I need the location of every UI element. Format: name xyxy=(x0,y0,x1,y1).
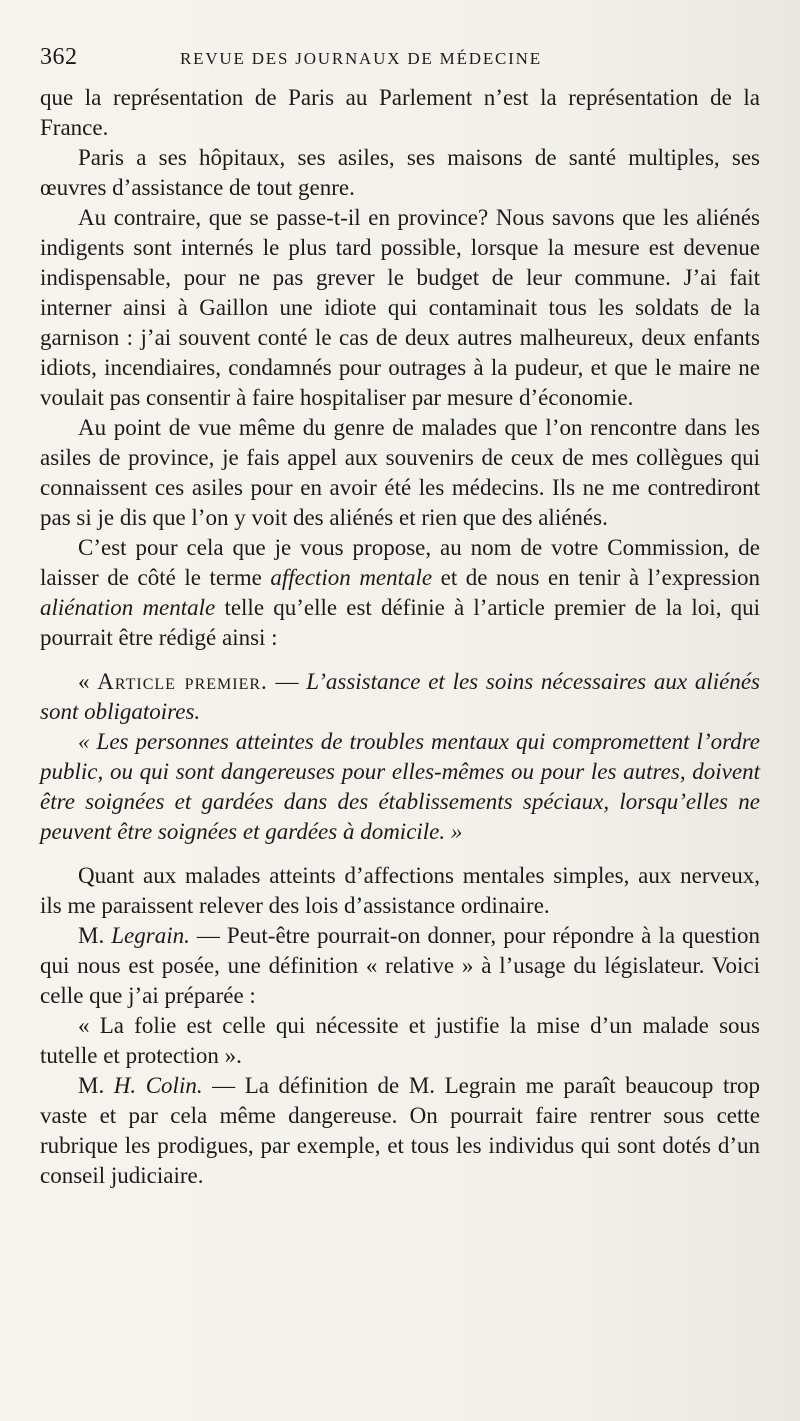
speaker-name: H. Colin. xyxy=(113,1073,203,1098)
paragraph-text: — La définition de M. Legrain me paraît beaucoup trop vaste et par cela même dangereuse. On pourrait faire rentrer sous cette rubrique les prodigues, par exemple, et tous les individus qui sont dotés d’un conseil judiciaire. xyxy=(40,1073,761,1188)
paragraph: « La folie est celle qui nécessite et justifie la mise d’un malade sous tutelle et protection ». xyxy=(40,1013,760,1068)
emphasis: aliénation mentale xyxy=(40,595,216,620)
paragraph: Au point de vue même du genre de malades que l’on rencontre dans les asiles de province, je fais appel aux souvenirs de ceux de mes collègues qui connaissent ces asiles pour en avoir été les médecins. Ils ne me contrediront pas si je dis que l’on y voit des aliénés et rien que des aliénés. xyxy=(40,415,760,530)
paragraph xyxy=(40,533,760,653)
paragraph-text: — Peut-être pourrait-on donner, pour répondre à la question qui nous est posée, une définition « relative » à l’usage du législateur. Voici celle que j’ai préparée : xyxy=(40,923,761,1008)
law-article xyxy=(40,667,760,727)
law-article: « Les personnes atteintes de troubles mentaux qui compromettent l’ordre public, ou qui sont dangereuses pour elles-mêmes ou pour les autres, doivent être soignées et gardées dans des établissements spéciaux, lorsqu’elles ne peuvent être soignées et gardées à domicile. » xyxy=(40,729,760,844)
speaker-prefix: M. xyxy=(78,923,112,948)
page-number: 362 xyxy=(40,44,78,70)
paragraph: Paris a ses hôpitaux, ses asiles, ses maisons de santé multiples, ses œuvres d’assistance de tout genre. xyxy=(40,145,760,200)
speaker-prefix: M. xyxy=(78,1073,114,1098)
paragraph: Quant aux malades atteints d’affections mentales simples, aux nerveux, ils me paraissent relever des lois d’assistance ordinaire. xyxy=(40,863,760,918)
paragraph-text: C’est pour cela que je vous propose, au nom de votre Commission, de laisser de côté le terme xyxy=(40,535,760,590)
paragraph-text: et de nous en tenir à l’expression xyxy=(432,565,760,590)
quote-mark: « xyxy=(78,669,98,694)
spacer xyxy=(40,653,760,667)
article-text: L’assistance et les soins nécessaires aux aliénés sont obligatoires. xyxy=(40,669,760,724)
dash: — xyxy=(267,669,307,694)
paragraph-text: telle qu’elle est définie à l’article premier de la loi, qui pourrait être rédigé ainsi : xyxy=(40,595,761,650)
article-label: Article premier. xyxy=(97,669,268,694)
body-text xyxy=(40,83,760,1191)
paragraph xyxy=(40,921,760,1011)
spacer xyxy=(40,847,760,861)
journal-title: REVUE DES JOURNAUX DE MÉDECINE xyxy=(180,49,542,68)
running-head xyxy=(40,44,760,74)
paragraph: Au contraire, que se passe-t-il en province? Nous savons que les aliénés indigents sont internés le plus tard possible, lorsque la mesure est devenue indispensable, pour ne pas grever le budget de leur commune. J’ai fait interner ainsi à Gaillon une idiote qui contaminait tous les soldats de la garnison : j’ai souvent conté le cas de deux autres malheureux, deux enfants idiots, incendiaires, condamnés pour outrages à la pudeur, et que le maire ne voulait pas consentir à faire hospitaliser par mesure d’économie. xyxy=(40,205,760,410)
emphasis: affection mentale xyxy=(270,565,433,590)
paragraph: que la représentation de Paris au Parlement n’est la représentation de la France. xyxy=(40,85,760,140)
paragraph xyxy=(40,1071,760,1191)
speaker-name: Legrain. xyxy=(111,923,190,948)
